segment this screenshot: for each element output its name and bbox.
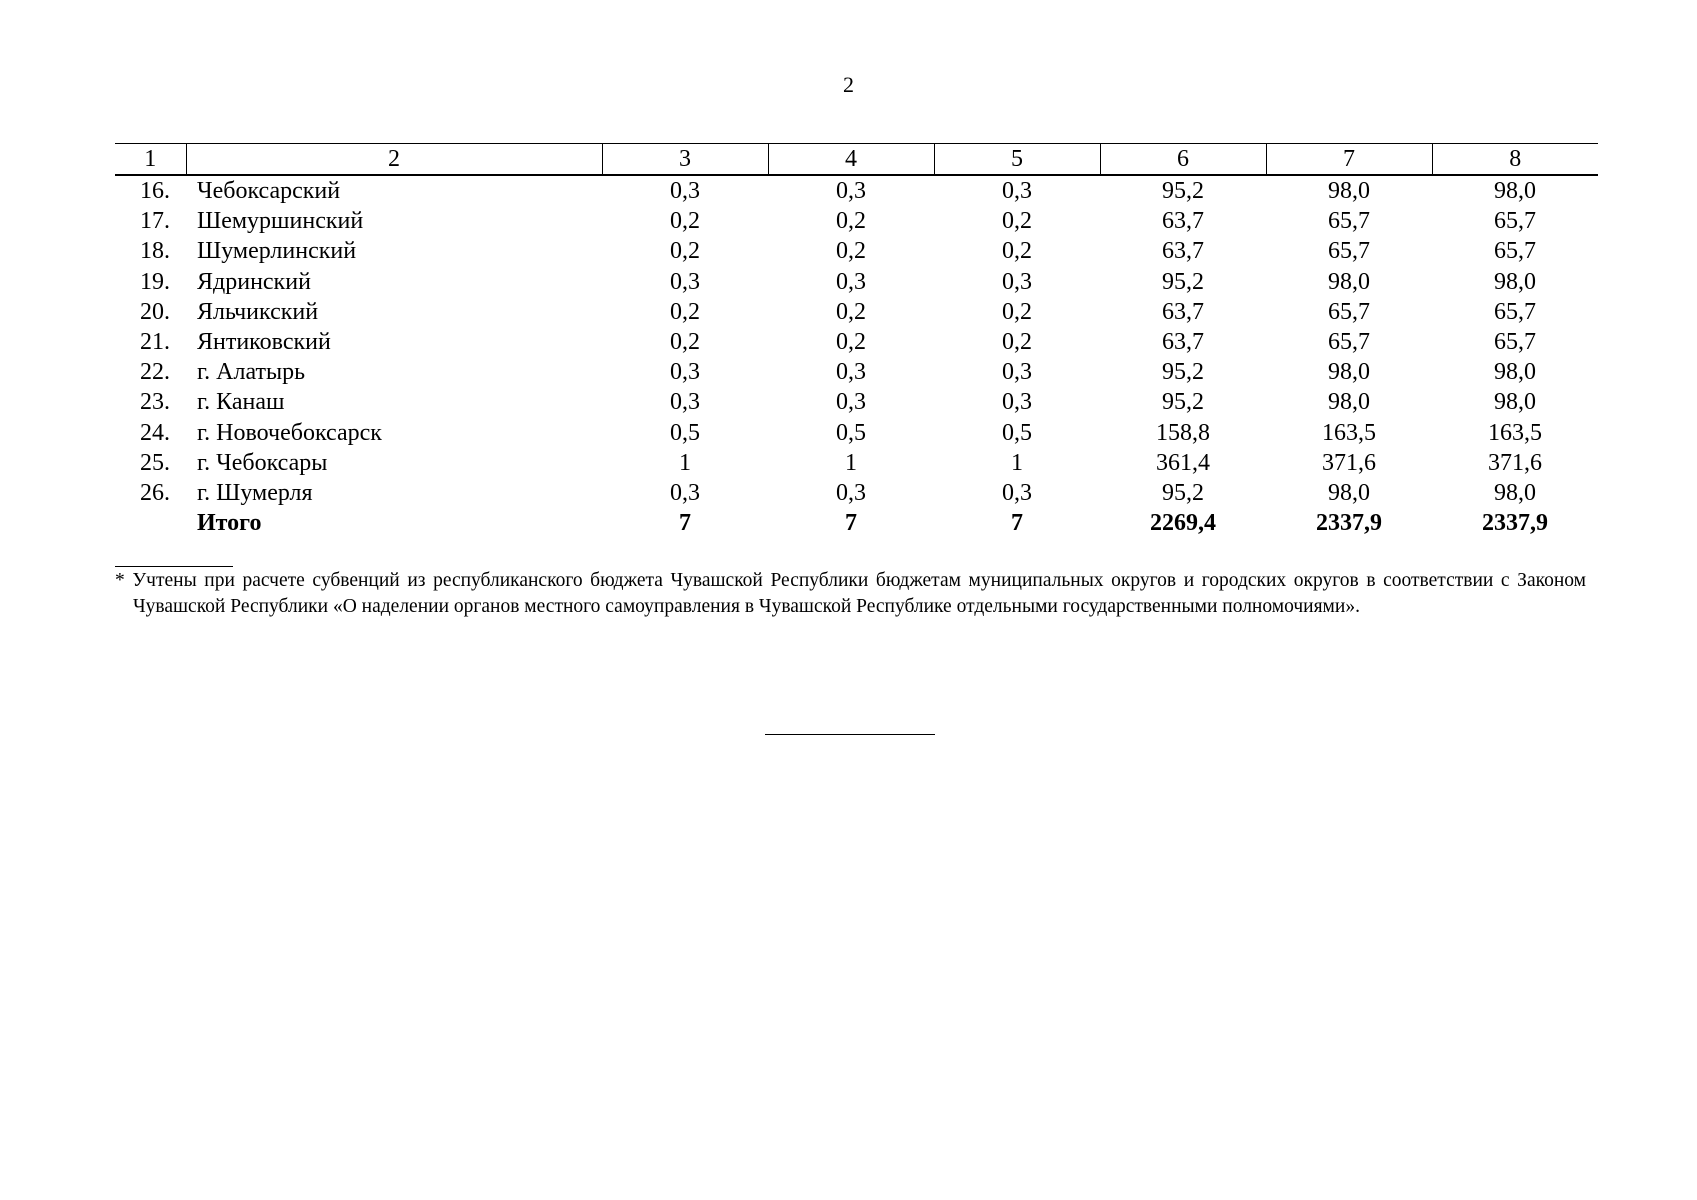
municipality-name: Шемуршинский: [197, 208, 364, 235]
cell-col8: 65,7: [1494, 298, 1536, 325]
table-body: [115, 175, 1598, 538]
municipality-name: г. Алатырь: [197, 359, 306, 386]
cell-col4: 0,5: [836, 419, 866, 446]
cell-col8: 98,0: [1494, 268, 1536, 295]
cell-col6: 95,2: [1162, 359, 1204, 386]
cell-col8: 163,5: [1488, 419, 1542, 446]
cell-col8: 371,6: [1488, 449, 1542, 476]
cell-col3: 0,3: [670, 479, 700, 506]
municipality-name: Ядринский: [197, 268, 311, 295]
cell-col5: 0,3: [1002, 178, 1032, 205]
cell-col8: 65,7: [1494, 238, 1536, 265]
column-header: 7: [1266, 144, 1432, 176]
row-number: 22.: [140, 359, 170, 386]
cell-col7: 98,0: [1328, 389, 1370, 416]
table-row: [115, 297, 1598, 327]
cell-col6: 63,7: [1162, 208, 1204, 235]
row-number: 21.: [140, 329, 170, 356]
municipality-name: г. Новочебоксарск: [197, 419, 382, 446]
cell-col6: 63,7: [1162, 329, 1204, 356]
footnote-divider: [115, 566, 233, 567]
row-number: 17.: [140, 208, 170, 235]
cell-col5: 0,3: [1002, 268, 1032, 295]
column-header: 1: [115, 144, 186, 176]
column-header: 6: [1100, 144, 1266, 176]
total-col5: 7: [1011, 510, 1023, 537]
cell-col3: 0,2: [670, 208, 700, 235]
cell-col3: 0,2: [670, 238, 700, 265]
cell-col5: 0,2: [1002, 298, 1032, 325]
table-row: [115, 206, 1598, 236]
cell-col5: 1: [1011, 449, 1023, 476]
cell-col3: 0,2: [670, 298, 700, 325]
data-table: [115, 143, 1598, 538]
total-col8: 2337,9: [1482, 510, 1548, 537]
cell-col7: 65,7: [1328, 329, 1370, 356]
cell-col6: 95,2: [1162, 178, 1204, 205]
municipality-name: Яльчикский: [197, 298, 319, 325]
municipality-name: Чебоксарский: [197, 178, 341, 205]
cell-col7: 98,0: [1328, 479, 1370, 506]
cell-col5: 0,2: [1002, 208, 1032, 235]
cell-col5: 0,3: [1002, 389, 1032, 416]
table-row: [115, 357, 1598, 387]
cell-col8: 98,0: [1494, 389, 1536, 416]
table-row: [115, 418, 1598, 448]
table-row: [115, 327, 1598, 357]
cell-col8: 98,0: [1494, 359, 1536, 386]
cell-col7: 163,5: [1322, 419, 1376, 446]
cell-col3: 0,3: [670, 178, 700, 205]
cell-col4: 0,2: [836, 298, 866, 325]
cell-col5: 0,3: [1002, 479, 1032, 506]
total-row: [115, 508, 1598, 538]
row-number: 25.: [140, 449, 170, 476]
cell-col3: 0,5: [670, 419, 700, 446]
municipality-name: Янтиковский: [197, 329, 331, 356]
table-row: [115, 267, 1598, 297]
cell-col3: 0,3: [670, 268, 700, 295]
cell-col4: 0,3: [836, 178, 866, 205]
total-label: Итого: [197, 510, 262, 537]
column-header: 5: [934, 144, 1100, 176]
cell-col4: 0,2: [836, 238, 866, 265]
row-number: 20.: [140, 298, 170, 325]
cell-col6: 361,4: [1156, 449, 1210, 476]
table-row: [115, 387, 1598, 417]
total-col3: 7: [679, 510, 691, 537]
municipality-name: г. Канаш: [197, 389, 285, 416]
cell-col6: 95,2: [1162, 268, 1204, 295]
cell-col3: 0,3: [670, 359, 700, 386]
cell-col8: 98,0: [1494, 479, 1536, 506]
cell-col8: 65,7: [1494, 208, 1536, 235]
cell-col7: 98,0: [1328, 178, 1370, 205]
row-number: 23.: [140, 389, 170, 416]
cell-col4: 0,2: [836, 208, 866, 235]
cell-col7: 371,6: [1322, 449, 1376, 476]
column-header: 4: [768, 144, 934, 176]
cell-col7: 65,7: [1328, 298, 1370, 325]
row-number: 18.: [140, 238, 170, 265]
municipality-name: г. Чебоксары: [197, 449, 328, 476]
cell-col4: 0,3: [836, 359, 866, 386]
table-row: [115, 478, 1598, 508]
row-number: 26.: [140, 479, 170, 506]
total-col4: 7: [845, 510, 857, 537]
cell-col8: 98,0: [1494, 178, 1536, 205]
table-row: [115, 236, 1598, 266]
column-header: 3: [602, 144, 768, 176]
cell-col6: 158,8: [1156, 419, 1210, 446]
column-header: 2: [186, 144, 602, 176]
column-header: 8: [1432, 144, 1598, 176]
cell-col6: 95,2: [1162, 479, 1204, 506]
table-row: [115, 175, 1598, 206]
cell-col5: 0,2: [1002, 238, 1032, 265]
end-divider: [765, 734, 935, 735]
cell-col4: 0,3: [836, 268, 866, 295]
cell-col7: 98,0: [1328, 359, 1370, 386]
cell-col8: 65,7: [1494, 329, 1536, 356]
cell-col4: 0,2: [836, 329, 866, 356]
page-number: 2: [843, 72, 854, 97]
row-number: 16.: [140, 178, 170, 205]
cell-col4: 0,3: [836, 479, 866, 506]
cell-col7: 65,7: [1328, 208, 1370, 235]
cell-col3: 0,3: [670, 389, 700, 416]
cell-col6: 95,2: [1162, 389, 1204, 416]
municipality-name: Шумерлинский: [197, 238, 357, 265]
cell-col5: 0,2: [1002, 329, 1032, 356]
row-number: [115, 508, 186, 538]
table-row: [115, 448, 1598, 478]
row-number: 19.: [140, 268, 170, 295]
municipality-name: г. Шумерля: [197, 479, 313, 506]
cell-col6: 63,7: [1162, 298, 1204, 325]
cell-col3: 1: [679, 449, 691, 476]
cell-col4: 1: [845, 449, 857, 476]
cell-col7: 65,7: [1328, 238, 1370, 265]
cell-col3: 0,2: [670, 329, 700, 356]
cell-col5: 0,3: [1002, 359, 1032, 386]
cell-col6: 63,7: [1162, 238, 1204, 265]
cell-col4: 0,3: [836, 389, 866, 416]
cell-col5: 0,5: [1002, 419, 1032, 446]
cell-col7: 98,0: [1328, 268, 1370, 295]
footnote: * Учтены при расчете субвенций из республиканского бюджета Чувашской Республики бюджетам муниципальных округов и городских округов в соответствии с Законом Чувашской Республики «О наделении органов местного самоуправления в Чувашской Республике отдельными государственными полномочиями».: [115, 570, 1586, 617]
table-header-row: [115, 144, 1598, 176]
total-col6: 2269,4: [1150, 510, 1216, 537]
total-col7: 2337,9: [1316, 510, 1382, 537]
row-number: 24.: [140, 419, 170, 446]
